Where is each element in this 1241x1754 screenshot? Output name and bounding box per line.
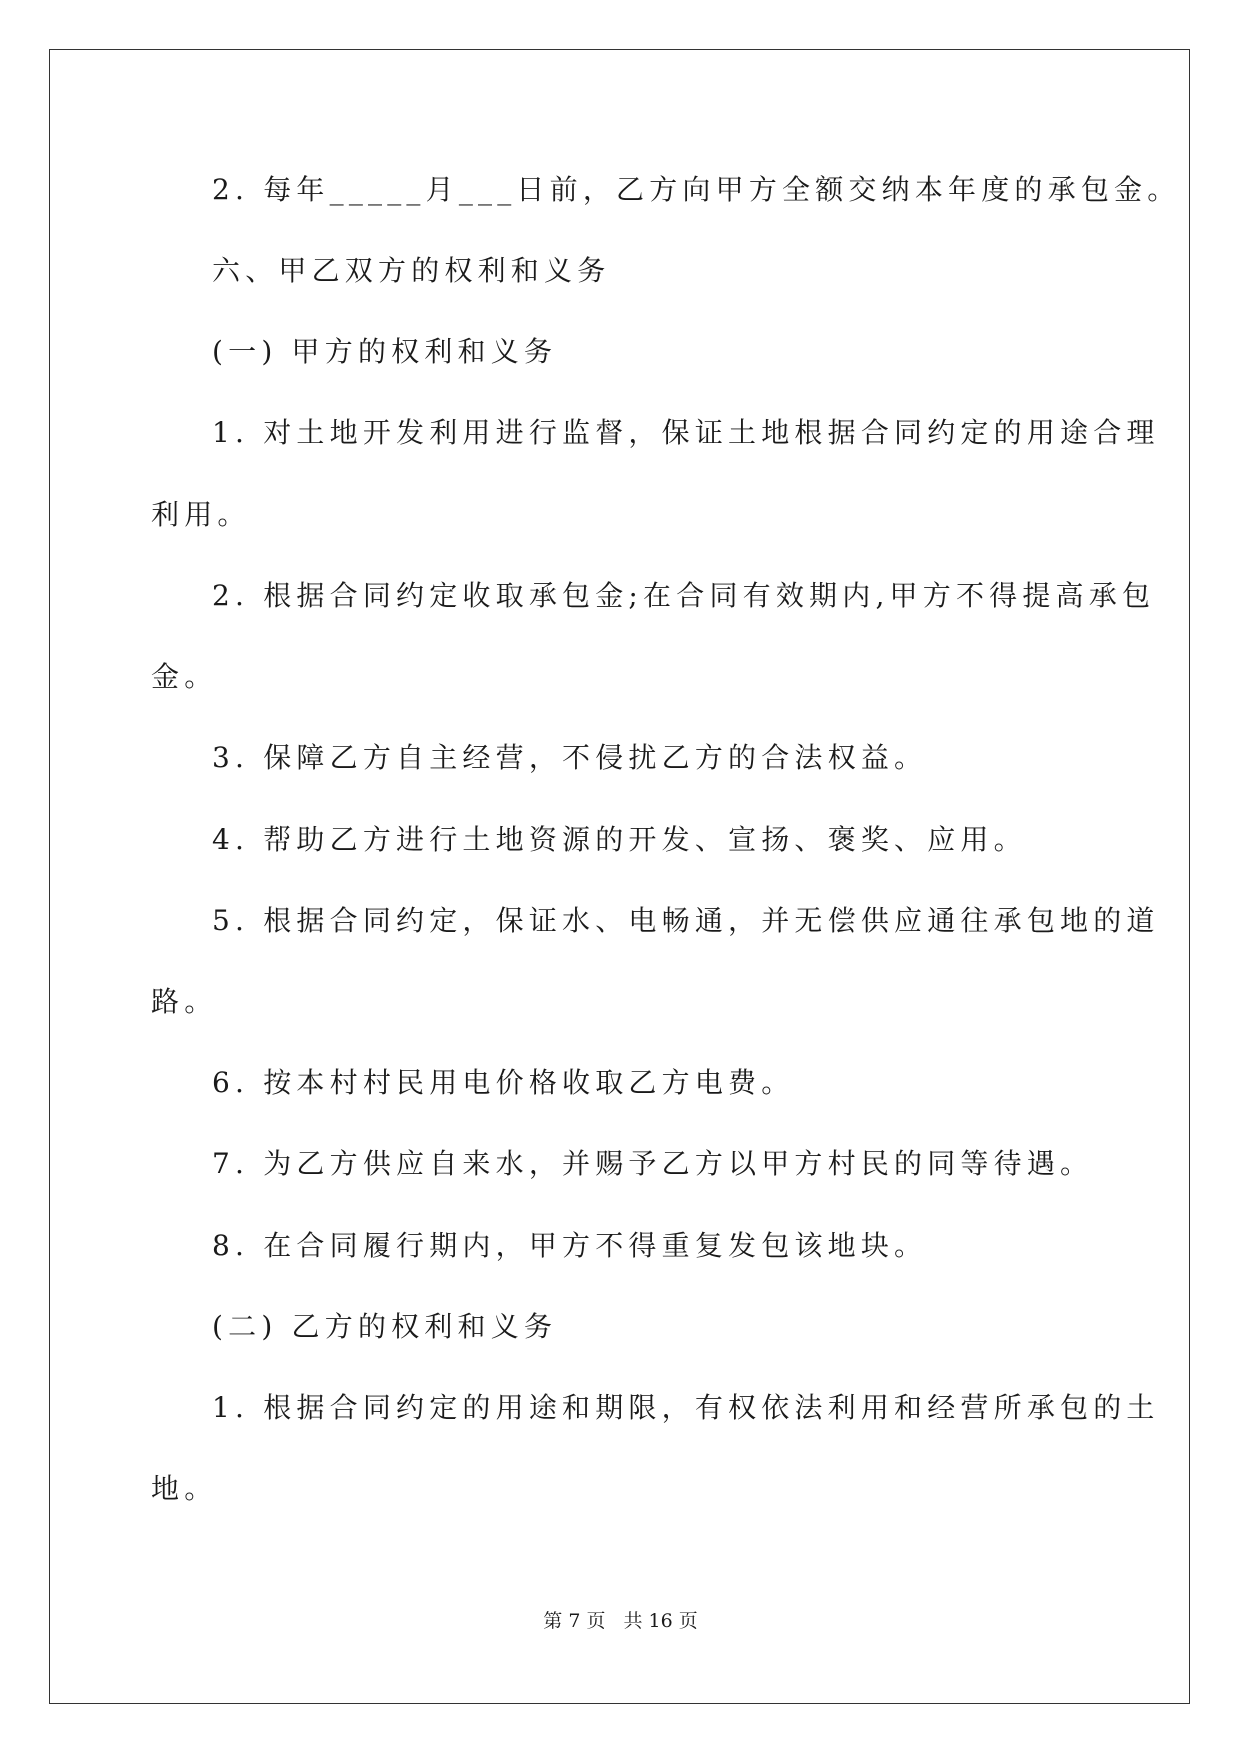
party-a-item-7: 7. 为乙方供应自来水，并赐予乙方以甲方村民的同等待遇。 xyxy=(212,1147,1094,1180)
party-a-item-1: 1. 对土地开发利用进行监督，保证土地根据合同约定的用途合理 xyxy=(212,416,1160,449)
page-number: 第 7 页 xyxy=(543,1610,606,1632)
party-b-item-1-continued: 地。 xyxy=(151,1472,218,1505)
party-a-item-1-continued: 利用。 xyxy=(151,498,251,531)
paragraph-payment-deadline: 2. 每年_____月___日前，乙方向甲方全额交纳本年度的承包金。 xyxy=(212,173,1181,206)
section-heading-rights-obligations: 六、甲乙双方的权利和义务 xyxy=(212,254,611,287)
party-a-item-2-continued: 金。 xyxy=(151,660,218,693)
party-a-item-3: 3. 保障乙方自主经营，不侵扰乙方的合法权益。 xyxy=(212,741,928,774)
party-a-item-5: 5. 根据合同约定，保证水、电畅通，并无偿供应通往承包地的道 xyxy=(212,904,1160,937)
page-footer xyxy=(0,1612,1241,1631)
party-b-item-1: 1. 根据合同约定的用途和期限，有权依法利用和经营所承包的土 xyxy=(212,1391,1160,1424)
party-a-item-2: 2. 根据合同约定收取承包金;在合同有效期内,甲方不得提高承包 xyxy=(212,579,1156,612)
party-a-item-8: 8. 在合同履行期内，甲方不得重复发包该地块。 xyxy=(212,1229,928,1262)
party-a-item-5-continued: 路。 xyxy=(151,985,218,1018)
subheading-party-a: (一) 甲方的权利和义务 xyxy=(212,335,558,368)
subheading-party-b: (二) 乙方的权利和义务 xyxy=(212,1310,558,1343)
page-total: 共 16 页 xyxy=(623,1610,698,1632)
party-a-item-4: 4. 帮助乙方进行土地资源的开发、宣扬、褒奖、应用。 xyxy=(212,823,1027,856)
page-border xyxy=(49,49,1190,1704)
party-a-item-6: 6. 按本村村民用电价格收取乙方电费。 xyxy=(212,1066,795,1099)
